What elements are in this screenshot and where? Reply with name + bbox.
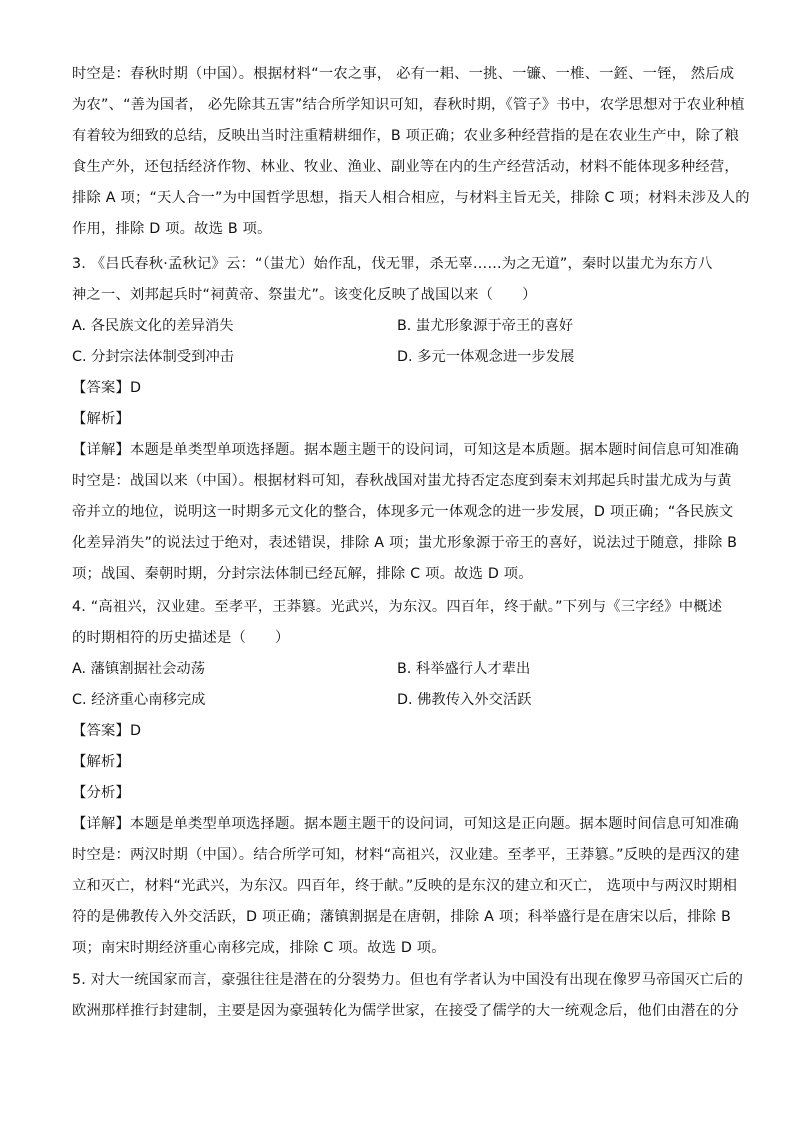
- text-line: 符的是佛教传入外交活跃，D 项正确；藩镇割据是在唐朝，排除 A 项；科举盛行是在唐宋以后，排除 B: [72, 909, 732, 925]
- text-line: 时空是：两汉时期（中国）。结合所学可知，材料“高祖兴，汉业建。至孝平，王莽篡。”反映的是西汉的建: [72, 847, 740, 863]
- text-line: 为农”、“善为国者， 必先除其五害”结合所学知识可知，春秋时期，《管子》书中，农学思想对于农业种植: [72, 97, 745, 113]
- q4-option-c: C. 经济重心南移完成: [72, 692, 206, 708]
- analysis-label: 【解析】: [72, 754, 130, 770]
- q4-option-b: B. 科举盛行人才辈出: [397, 661, 531, 677]
- text-line: 【详解】本题是单类型单项选择题。据本题主题干的设问词，可知这是本质题。据本题时间信息可知准确: [72, 442, 739, 458]
- analysis-label: 【解析】: [72, 411, 130, 427]
- text-line: 食生产外，还包括经济作物、林业、牧业、渔业、副业等在内的生产经营活动，材料不能体现多种经营，: [72, 159, 739, 175]
- q4-option-d: D. 佛教传入外交活跃: [397, 692, 532, 708]
- text-line: 有着较为细致的总结，反映出当时注重精耕细作，B 项正确；农业多种经营指的是在农业生产中，除了粮: [72, 128, 740, 144]
- q4-option-a: A. 藩镇割据社会动荡: [72, 661, 205, 677]
- text-line: 化差异消失”的说法过于绝对，表述错误，排除 A 项；蚩尤形象源于帝王的喜好，说法过于随意，排除 B: [72, 535, 738, 551]
- q3-option-c: C. 分封宗法体制受到冲击: [72, 349, 235, 365]
- text-line: 作用，排除 D 项。故选 B 项。: [72, 221, 272, 237]
- q3-option-a: A. 各民族文化的差异消失: [72, 318, 234, 334]
- text-line: 时空是：战国以来（中国）。根据材料可知，春秋战国对蚩尤持否定态度到秦末刘邦起兵时蚩尤成为与黄: [72, 473, 732, 489]
- q3-option-b: B. 蚩尤形象源于帝王的喜好: [397, 318, 574, 334]
- answer-label: 【答案】D: [72, 380, 142, 396]
- text-line: 帝并立的地位，说明这一时期多元文化的整合，体现多元一体观念的进一步发展，D 项正确；“各民族文: [72, 504, 734, 520]
- text-line: 项；南宋时期经济重心南移完成，排除 C 项。故选 D 项。: [72, 940, 446, 956]
- question-4-stem: 4. “高祖兴，汉业建。至孝平，王莽篡。光武兴，为东汉。四百年，终于献。”下列与《三字经》中概述: [72, 599, 723, 615]
- question-4-stem: 的时期相符的历史描述是（ ）: [72, 630, 290, 646]
- text-line: 立和灭亡，材料“光武兴，为东汉。四百年，终于献。”反映的是东汉的建立和灭亡， 选项中与两汉时期相: [72, 878, 738, 894]
- q3-option-d: D. 多元一体观念进一步发展: [397, 349, 575, 365]
- text-line: 【详解】本题是单类型单项选择题。据本题主题干的设问词，可知这是正向题。据本题时间信息可知准确: [72, 816, 739, 832]
- text-line: 时空是：春秋时期（中国）。根据材料“一农之事， 必有一耜、一挑、一镰、一椎、一銍、一铚， 然后成: [72, 66, 735, 82]
- question-3-stem: 3. 《吕氏春秋·孟秋记》云：“（蚩尤）始作乱，伐无罪，杀无辜……为之无道”，秦时以蚩尤为东方八: [72, 256, 713, 272]
- fenxi-label: 【分析】: [72, 785, 130, 801]
- answer-label: 【答案】D: [72, 723, 142, 739]
- question-5-stem: 5. 对大一统国家而言，豪强往往是潜在的分裂势力。但也有学者认为中国没有出现在像罗马帝国灭亡后的: [72, 972, 744, 988]
- question-3-stem: 神之一、刘邦起兵时“祠黄帝、祭蚩尤”。该变化反映了战国以来（ ）: [72, 287, 537, 303]
- question-5-stem: 欧洲那样推行封建制，主要是因为豪强转化为儒学世家，在接受了儒学的大一统观念后，他们由潜在的分: [72, 1003, 739, 1019]
- text-line: 项；战国、秦朝时期，分封宗法体制已经瓦解，排除 C 项。故选 D 项。: [72, 566, 533, 582]
- text-line: 排除 A 项；“天人合一”为中国哲学思想，指天人相合相应，与材料主旨无关，排除 C 项；材料未涉及人的: [72, 190, 750, 206]
